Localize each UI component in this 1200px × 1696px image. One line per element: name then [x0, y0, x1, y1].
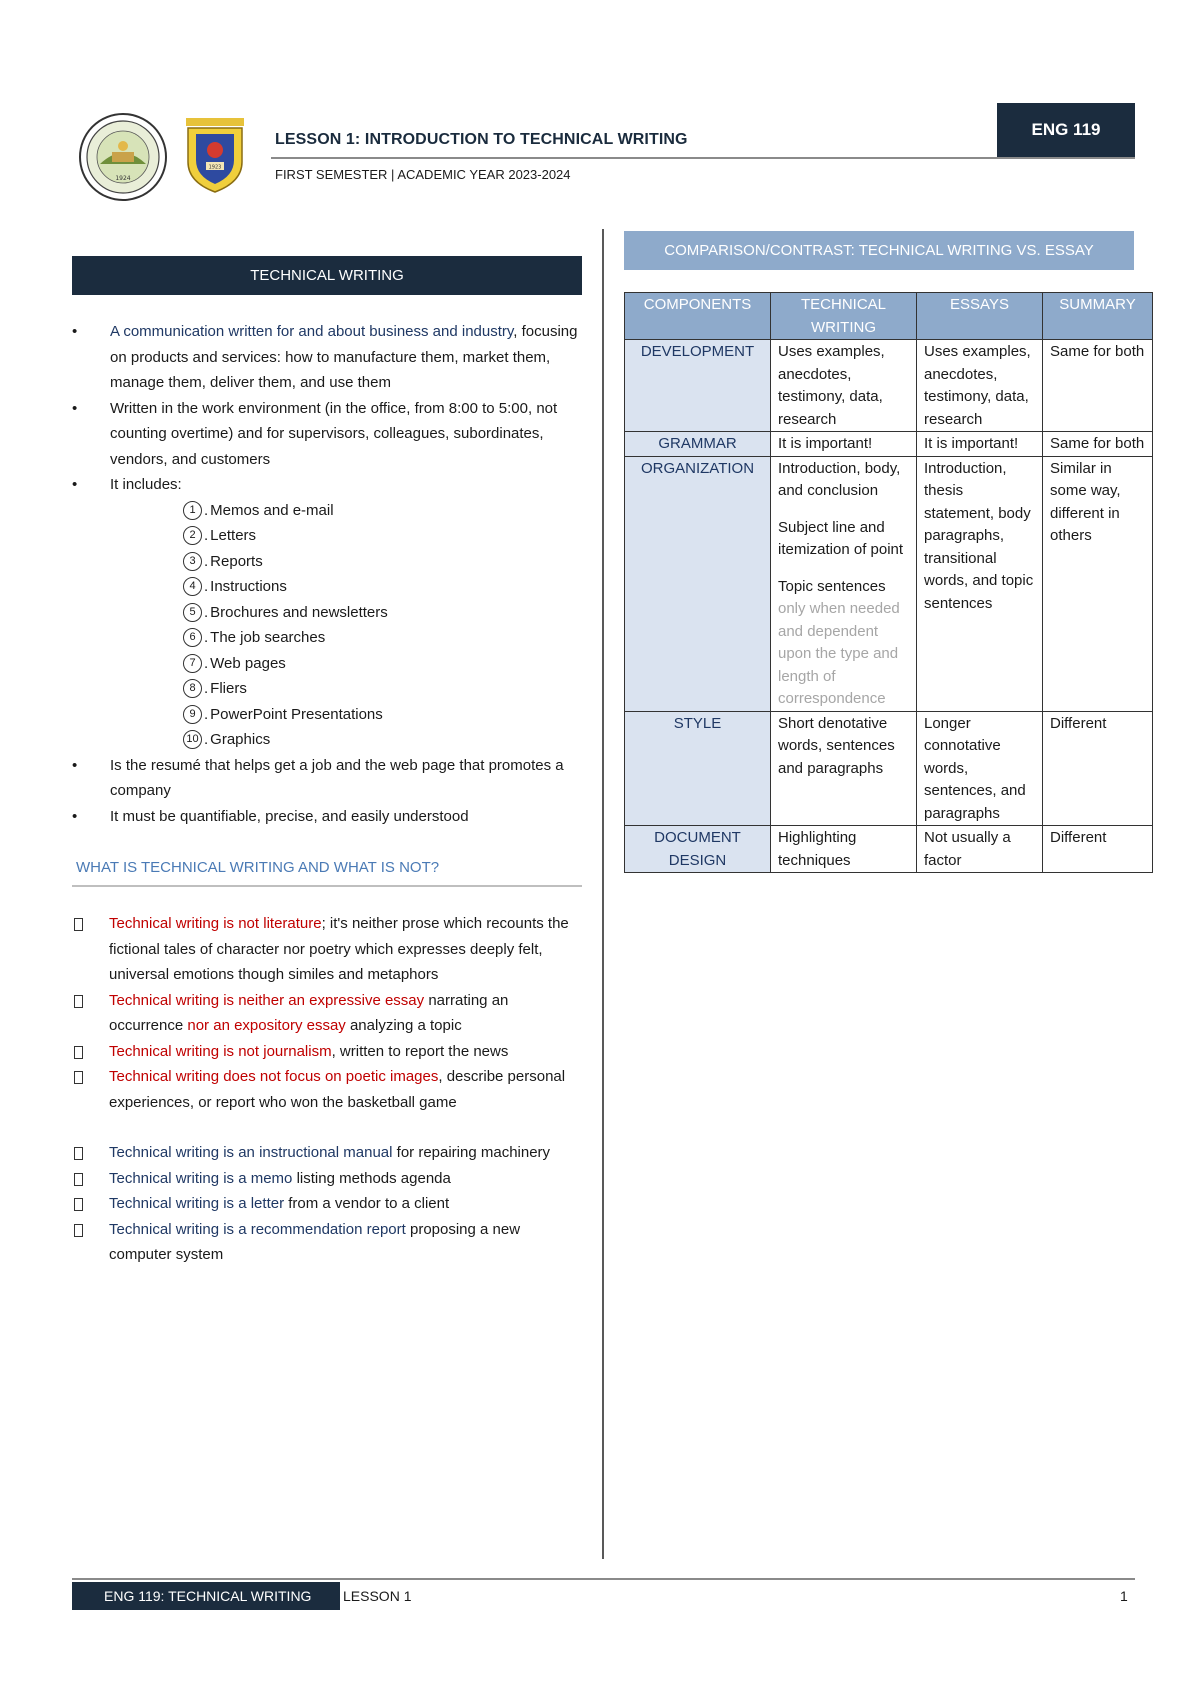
- column-divider: [602, 229, 604, 1559]
- page-number: 1: [1120, 1588, 1128, 1604]
- course-code-badge: ENG 119: [997, 103, 1135, 157]
- table-cell: Different: [1043, 711, 1153, 826]
- table-cell: Introduction, thesis statement, body paragraphs, transitional words, and topic sentences: [917, 456, 1043, 711]
- comparison-table: [624, 292, 1153, 873]
- table-cell: Not usually a factor: [917, 826, 1043, 873]
- table-row: [625, 711, 1153, 826]
- table-row: [625, 826, 1153, 873]
- table-cell: Longer connotative words, sentences, and paragraphs: [917, 711, 1043, 826]
- list-item: Technical writing is a memo listing methods agenda: [72, 1166, 582, 1192]
- table-row: [625, 432, 1153, 457]
- circled-number: 6: [183, 628, 202, 647]
- table-cell: Short denotative words, sentences and paragraphs: [771, 711, 917, 826]
- circled-number: 10: [183, 730, 202, 749]
- header-divider: [271, 157, 1135, 159]
- checkbox-square-icon: [74, 995, 83, 1008]
- table-cell: Similar in some way, different in others: [1043, 456, 1153, 711]
- list-item: Technical writing is neither an expressive essay narrating an occurrence nor an expository essay analyzing a topic: [72, 988, 582, 1039]
- list-item: [72, 472, 582, 753]
- comparison-banner: COMPARISON/CONTRAST: TECHNICAL WRITING VS. ESSAY: [624, 231, 1134, 270]
- numbered-item: 6 . The job searches: [183, 625, 582, 651]
- column-header: TECHNICAL WRITING: [771, 293, 917, 340]
- column-header: SUMMARY: [1043, 293, 1153, 340]
- checkbox-square-icon: [74, 1147, 83, 1160]
- footer-lesson-label: LESSON 1: [343, 1588, 412, 1604]
- numbered-item: 5 . Brochures and newsletters: [183, 600, 582, 626]
- numbered-item: 9 . PowerPoint Presentations: [183, 702, 582, 728]
- table-row: [625, 340, 1153, 432]
- university-seal-logo: [78, 112, 168, 202]
- lesson-title: LESSON 1: INTRODUCTION TO TECHNICAL WRITING: [275, 131, 688, 148]
- numbered-item: 2 . Letters: [183, 523, 582, 549]
- definition-highlight: A communication written for and about business and industry: [110, 323, 514, 340]
- row-header: DEVELOPMENT: [625, 340, 771, 432]
- table-header-row: [625, 293, 1153, 340]
- row-header: STYLE: [625, 711, 771, 826]
- list-item: [72, 319, 582, 396]
- checkbox-square-icon: [74, 918, 83, 931]
- list-item: Technical writing is an instructional manual for repairing machinery: [72, 1140, 582, 1166]
- section-divider: [72, 885, 582, 887]
- checkbox-square-icon: [74, 1071, 83, 1084]
- circled-number: 8: [183, 679, 202, 698]
- circled-number: 3: [183, 552, 202, 571]
- is-not-list: [72, 911, 582, 1115]
- includes-label: It includes:: [110, 476, 182, 493]
- section-heading: WHAT IS TECHNICAL WRITING AND WHAT IS NOT?: [76, 859, 440, 876]
- table-cell: It is important!: [917, 432, 1043, 457]
- list-item: Technical writing is a recommendation report proposing a new computer system: [72, 1217, 582, 1268]
- circled-number: 9: [183, 705, 202, 724]
- numbered-item: 10 . Graphics: [183, 727, 582, 753]
- left-column: [72, 256, 582, 1268]
- table-cell: Same for both: [1043, 432, 1153, 457]
- list-item: Technical writing is a letter from a vendor to a client: [72, 1191, 582, 1217]
- list-item: Technical writing does not focus on poetic images, describe personal experiences, or report who won the basketball game: [72, 1064, 582, 1115]
- definition-text: , focusing on products and services: how to manufacture them, market them, manage them, deliver them, and use them: [110, 323, 578, 391]
- numbered-item: 4 . Instructions: [183, 574, 582, 600]
- circled-number: 4: [183, 577, 202, 596]
- table-cell: Highlighting techniques: [771, 826, 917, 873]
- list-item: Technical writing is not literature; it's neither prose which recounts the fictional tales of character nor poetry which expresses deeply felt, universal emotions though similes and metaphors: [72, 911, 582, 988]
- list-item: • Written in the work environment (in the office, from 8:00 to 5:00, not counting overtime) and for supervisors, colleagues, subordinates, vendors, and customers: [72, 396, 582, 473]
- checkbox-square-icon: [74, 1198, 83, 1211]
- footer-course-label: ENG 119: TECHNICAL WRITING: [72, 1582, 340, 1610]
- checkbox-square-icon: [74, 1046, 83, 1059]
- row-header: GRAMMAR: [625, 432, 771, 457]
- column-header: ESSAYS: [917, 293, 1043, 340]
- list-item: Technical writing is not journalism, written to report the news: [72, 1039, 582, 1065]
- semester-subtitle: FIRST SEMESTER | ACADEMIC YEAR 2023-2024: [275, 167, 571, 182]
- row-header: ORGANIZATION: [625, 456, 771, 711]
- numbered-item: 7 . Web pages: [183, 651, 582, 677]
- svg-text:1924: 1924: [115, 175, 131, 182]
- circled-number: 1: [183, 501, 202, 520]
- row-header: DOCUMENT DESIGN: [625, 826, 771, 873]
- includes-numbered-list: [183, 498, 582, 753]
- checkbox-square-icon: [74, 1173, 83, 1186]
- list-item: • It must be quantifiable, precise, and easily understood: [72, 804, 582, 830]
- definition-bullet-list: [72, 319, 582, 829]
- svg-text:1923: 1923: [208, 164, 222, 171]
- is-list: [72, 1140, 582, 1268]
- numbered-item: 1 . Memos and e-mail: [183, 498, 582, 524]
- college-crest-logo: [176, 116, 254, 196]
- list-item: • Is the resumé that helps get a job and the web page that promotes a company: [72, 753, 582, 804]
- circled-number: 2: [183, 526, 202, 545]
- circled-number: 7: [183, 654, 202, 673]
- table-cell: Same for both: [1043, 340, 1153, 432]
- technical-writing-banner: TECHNICAL WRITING: [72, 256, 582, 295]
- table-cell: Introduction, body, and conclusion Subject line and itemization of point Topic sentences only when needed and dependent upon the type and length of correspondence: [771, 456, 917, 711]
- footer-divider: [72, 1578, 1135, 1580]
- numbered-item: 8 . Fliers: [183, 676, 582, 702]
- table-cell: Uses examples, anecdotes, testimony, data, research: [771, 340, 917, 432]
- table-cell: It is important!: [771, 432, 917, 457]
- circled-number: 5: [183, 603, 202, 622]
- table-cell: Uses examples, anecdotes, testimony, data, research: [917, 340, 1043, 432]
- checkbox-square-icon: [74, 1224, 83, 1237]
- numbered-item: 3 . Reports: [183, 549, 582, 575]
- table-cell: Different: [1043, 826, 1153, 873]
- table-row: [625, 456, 1153, 711]
- column-header: COMPONENTS: [625, 293, 771, 340]
